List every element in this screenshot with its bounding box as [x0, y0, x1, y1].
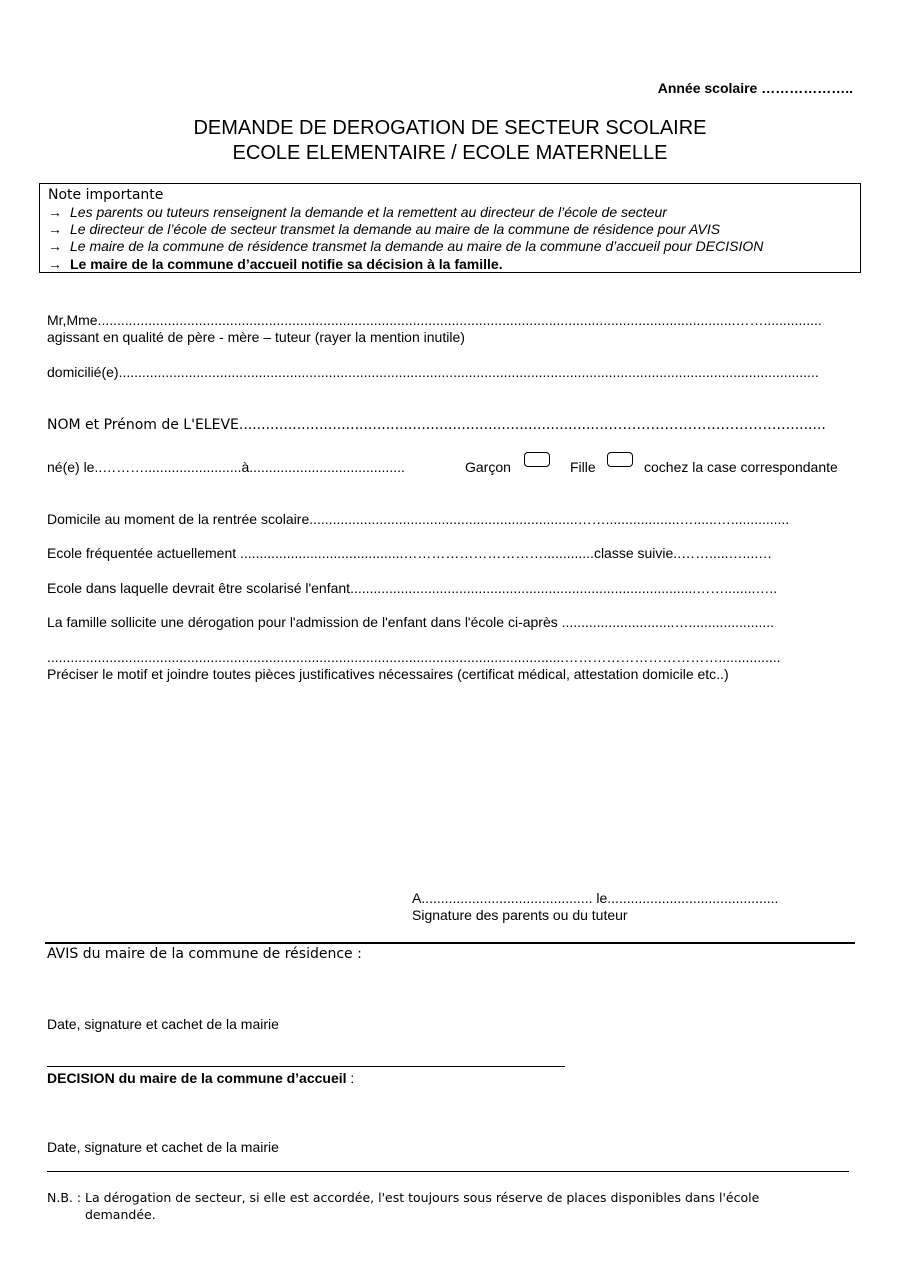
school-year: Année scolaire ……………….. [657, 80, 853, 96]
arrow-right-icon: → [48, 256, 62, 272]
note-line-4: → Le maire de la commune d’accueil notifie sa décision à la famille. [48, 256, 503, 272]
boy-checkbox[interactable] [524, 452, 550, 467]
domicile-field[interactable]: domicilié(e).................................................................................................................................................................................... [47, 364, 819, 380]
arrow-right-icon: → [48, 204, 62, 220]
signature-place-date-field[interactable]: A............................................ le............................................ [412, 890, 779, 906]
birth-field[interactable]: né(e) le..……….........................à........................................ [47, 459, 405, 475]
avis-date-signature: Date, signature et cachet de la mairie [47, 1016, 279, 1032]
student-name-field[interactable]: NOM et Prénom de L'ELEVE..................................................................................…………………………………......... [47, 417, 826, 433]
parent-quality-text: agissant en qualité de père - mère – tuteur (rayer la mention inutile) [47, 329, 465, 345]
arrow-right-icon: → [48, 238, 62, 254]
current-school-field[interactable]: Ecole fréquentée actuellement ..........................................………………………….............classe suivie..…….....…....… [47, 545, 773, 561]
assigned-school-field[interactable]: Ecole dans laquelle devrait être scolarisé l'enfant.........................................................................................……........….. [47, 580, 778, 596]
boy-label: Garçon [465, 459, 511, 475]
arrow-right-icon: → [48, 221, 62, 237]
requested-school-continuation[interactable]: .....................................................................................................................................……………………………................ [47, 649, 781, 665]
note-line-1: → Les parents ou tuteurs renseignent la demande et la remettent au directeur de l’école de secteur [48, 204, 667, 220]
girl-checkbox[interactable] [607, 452, 633, 467]
signature-label: Signature des parents ou du tuteur [412, 907, 628, 923]
note-line-3: → Le maire de la commune de résidence transmet la demande au maire de la commune d’accueil pour DECISION [48, 238, 764, 254]
note-line-2: → Le directeur de l’école de secteur transmet la demande au maire de la commune de résidence pour AVIS [48, 221, 721, 237]
requested-school-field[interactable]: La famille sollicite une dérogation pour l'admission de l'enfant dans l'école ci-après .............................…...................... [47, 614, 775, 630]
girl-label: Fille [570, 459, 596, 475]
decision-heading: DECISION du maire de la commune d’accueil : [47, 1070, 355, 1086]
parent-name-field[interactable]: Mr,Mme....................................................................................................................................................................……............... [47, 312, 822, 328]
avis-heading: AVIS du maire de la commune de résidence : [47, 946, 362, 962]
home-at-start-field[interactable]: Domicile au moment de la rentrée scolaire.....................................................................……...................…......…............... [47, 511, 790, 527]
checkbox-hint: cochez la case correspondante [644, 459, 838, 475]
reason-instructions: Préciser le motif et joindre toutes pièces justificatives nécessaires (certificat médical, attestation domicile etc..) [47, 666, 729, 682]
page-title: DEMANDE DE DEROGATION DE SECTEUR SCOLAIRE [193, 117, 707, 139]
important-note-box [39, 183, 861, 273]
section-divider [45, 942, 855, 944]
decision-divider [47, 1171, 849, 1172]
note-heading: Note importante [48, 187, 164, 203]
avis-divider [47, 1066, 565, 1067]
decision-date-signature: Date, signature et cachet de la mairie [47, 1139, 279, 1155]
nb-footnote-continuation: demandée. [85, 1207, 156, 1222]
page-subtitle: ECOLE ELEMENTAIRE / ECOLE MATERNELLE [232, 142, 668, 164]
nb-footnote: N.B. : La dérogation de secteur, si elle est accordée, l'est toujours sous réserve de places disponibles dans l'école [47, 1190, 760, 1205]
